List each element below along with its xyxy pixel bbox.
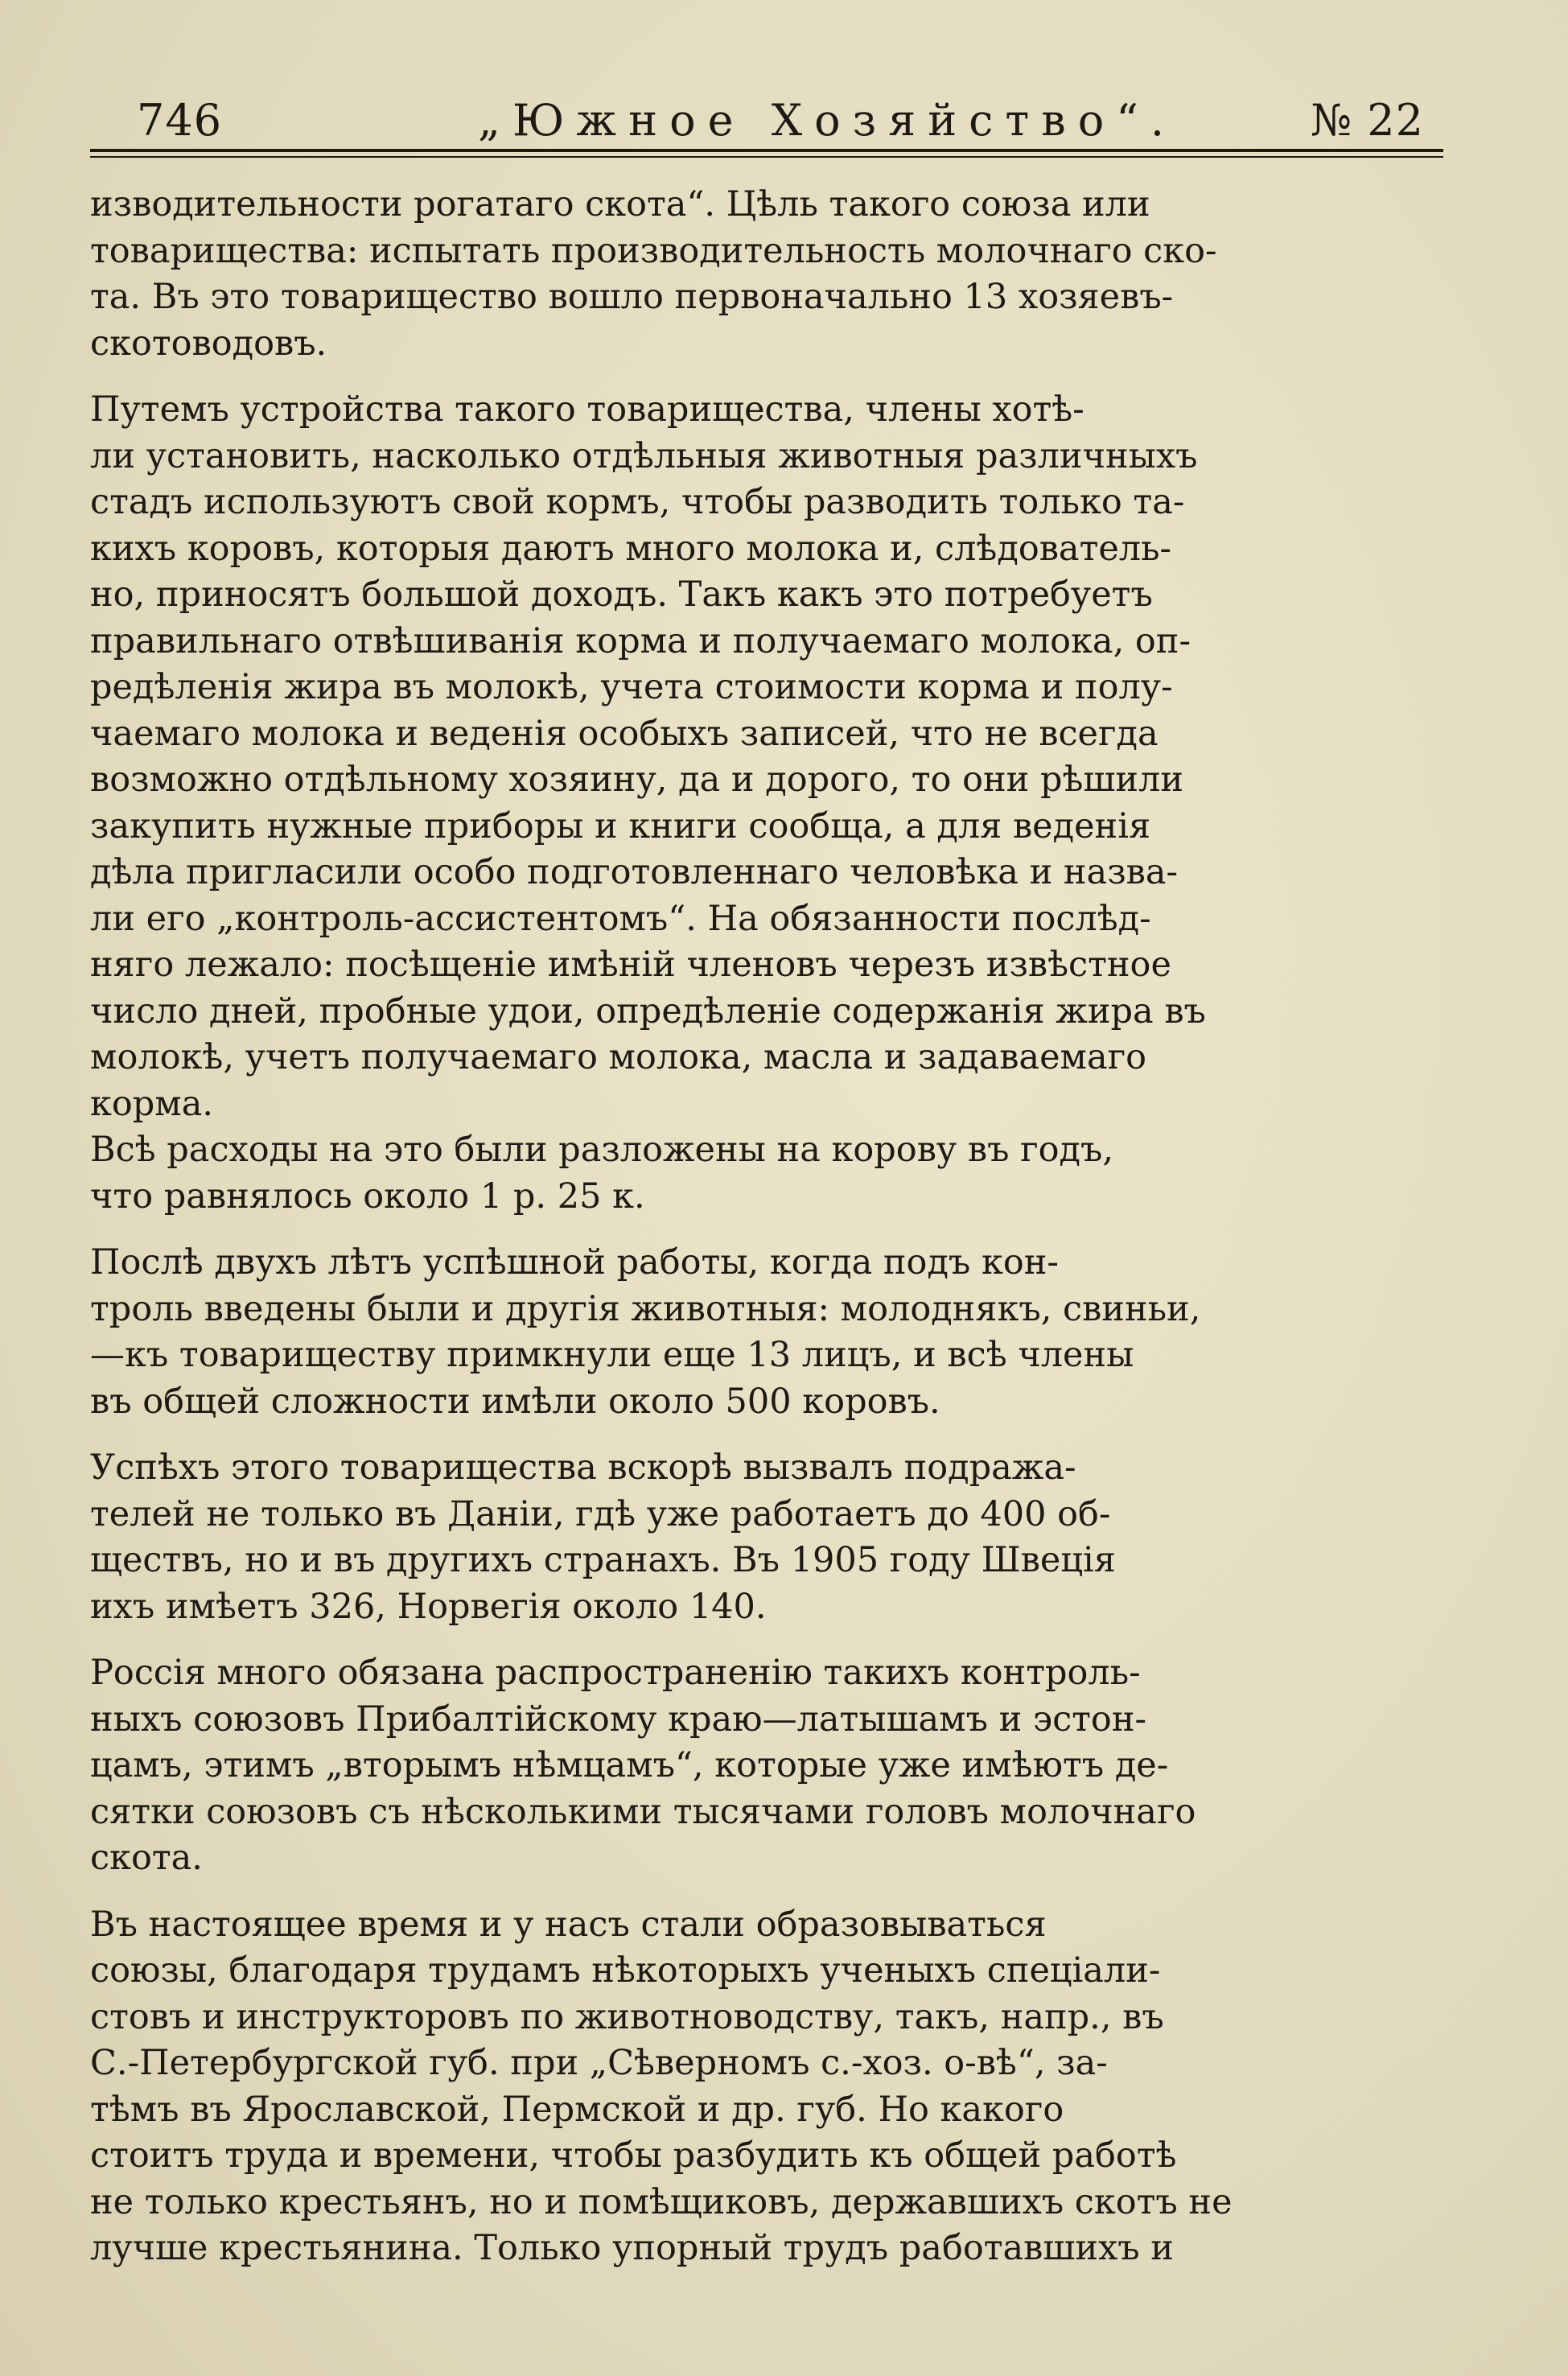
text-line: не только крестьянъ, но и помѣщиковъ, державшихъ скотъ не [90, 2181, 1233, 2222]
text-line: закупить нужные приборы и книги сообща, а для веденія [90, 805, 1151, 846]
text-line: Послѣ двухъ лѣтъ успѣшной работы, когда подъ кон- [90, 1242, 1059, 1283]
paragraph [90, 1127, 1490, 1220]
paragraph-gap [90, 1220, 1490, 1240]
text-line: изводительности рогатаго скота“. Цѣль такого союза или [90, 184, 1150, 224]
paragraph-gap [90, 367, 1490, 387]
paragraph-gap [90, 1425, 1490, 1445]
paragraph [90, 1902, 1490, 2272]
text-line: Успѣхъ этого товарищества вскорѣ вызвалъ подража- [90, 1447, 1076, 1488]
article-body [90, 182, 1490, 2272]
text-line: дѣла пригласили особо подготовленнаго человѣка и назва- [90, 852, 1179, 892]
text-line: та. Въ это товарищество вошло первоначально 13 хозяевъ- [90, 277, 1174, 317]
paragraph [90, 1650, 1490, 1882]
text-line: стадъ используютъ свой кормъ, чтобы разводить только та- [90, 482, 1185, 522]
text-line: ли установить, насколько отдѣльныя животныя различныхъ [90, 435, 1198, 476]
text-line: ли его „контроль-ассистентомъ“. На обязанности послѣд- [90, 898, 1151, 939]
text-line: цамъ, этимъ „вторымъ нѣмцамъ“, которые уже имѣютъ де- [90, 1745, 1169, 1785]
text-line: ществъ, но и въ другихъ странахъ. Въ 1905 году Швеція [90, 1540, 1116, 1580]
text-line: ихъ имѣетъ 326, Норвегія около 140. [90, 1586, 767, 1627]
text-line: стовъ и инструкторовъ по животноводству, такъ, напр., въ [90, 1996, 1164, 2037]
text-line: скота. [90, 1838, 203, 1878]
paragraph-gap [90, 1630, 1490, 1650]
paragraph [90, 182, 1490, 367]
text-line: число дней, пробные удои, опредѣленіе содержанія жира въ [90, 990, 1206, 1032]
journal-title: „Южное Хозяйство“. [478, 95, 1176, 146]
text-line: корма. [90, 1083, 214, 1124]
text-line: возможно отдѣльному хозяину, да и дорого, то они рѣшили [90, 760, 1184, 800]
issue-number: № 22 [1311, 95, 1424, 146]
text-line: стоитъ труда и времени, чтобы разбудить къ общей работѣ [90, 2135, 1177, 2176]
text-line: правильнаго отвѣшиванія корма и получаемаго молока, оп- [90, 620, 1191, 661]
text-line: кихъ коровъ, которыя даютъ много молока и, слѣдователь- [90, 528, 1172, 569]
text-line: Всѣ расходы на это были разложены на корову въ годъ, [90, 1130, 1114, 1170]
running-header [90, 80, 1442, 145]
paragraph-gap [90, 1882, 1490, 1902]
text-line: тѣмъ въ Ярославской, Пермской и др. губ. Но какого [90, 2089, 1064, 2130]
text-line: —къ товариществу примкнули еще 13 лицъ, и всѣ члены [90, 1335, 1134, 1375]
header-rule-thick [90, 149, 1443, 152]
text-line: телей не только въ Даніи, гдѣ уже работаетъ до 400 об- [90, 1493, 1111, 1534]
text-line: товарищества: испытать производительность молочнаго ско- [90, 230, 1217, 271]
text-line: чаемаго молока и веденія особыхъ записей, что не всегда [90, 713, 1159, 754]
text-line: союзы, благодаря трудамъ нѣкоторыхъ ученыхъ спеціали- [90, 1950, 1161, 1991]
paragraph [90, 387, 1490, 1127]
paragraph [90, 1240, 1490, 1425]
text-line: троль введены были и другія животныя: молоднякъ, свиньи, [90, 1288, 1201, 1329]
text-line: молокѣ, учетъ получаемаго молока, масла и задаваемаго [90, 1037, 1147, 1077]
text-line: няго лежало: посѣщеніе имѣній членовъ черезъ извѣстное [90, 945, 1171, 985]
text-line: что равнялось около 1 р. 25 к. [90, 1176, 645, 1217]
text-line: но, приносятъ большой доходъ. Такъ какъ это потребуетъ [90, 574, 1153, 615]
text-line: скотоводовъ. [90, 323, 327, 364]
text-line: Въ настоящее время и у насъ стали образовываться [90, 1904, 1047, 1945]
page-number: 746 [137, 95, 223, 146]
text-line: ныхъ союзовъ Прибалтійскому краю—латышамъ и эстон- [90, 1699, 1147, 1740]
text-line: редѣленія жира въ молокѣ, учета стоимости корма и полу- [90, 667, 1173, 707]
header-rule-thin [90, 156, 1443, 158]
text-line: сятки союзовъ съ нѣсколькими тысячами головъ молочнаго [90, 1791, 1196, 1832]
paragraph [90, 1445, 1490, 1630]
text-line: С.-Петербургской губ. при „Сѣверномъ с.-хоз. о-вѣ“, за- [90, 2043, 1108, 2083]
text-line: лучше крестьянина. Только упорный трудъ работавшихъ и [90, 2228, 1174, 2268]
text-line: Путемъ устройства такого товарищества, члены хотѣ- [90, 389, 1084, 430]
text-line: Россія много обязана распространенію такихъ контроль- [90, 1653, 1141, 1693]
text-line: въ общей сложности имѣли около 500 коровъ. [90, 1381, 940, 1422]
